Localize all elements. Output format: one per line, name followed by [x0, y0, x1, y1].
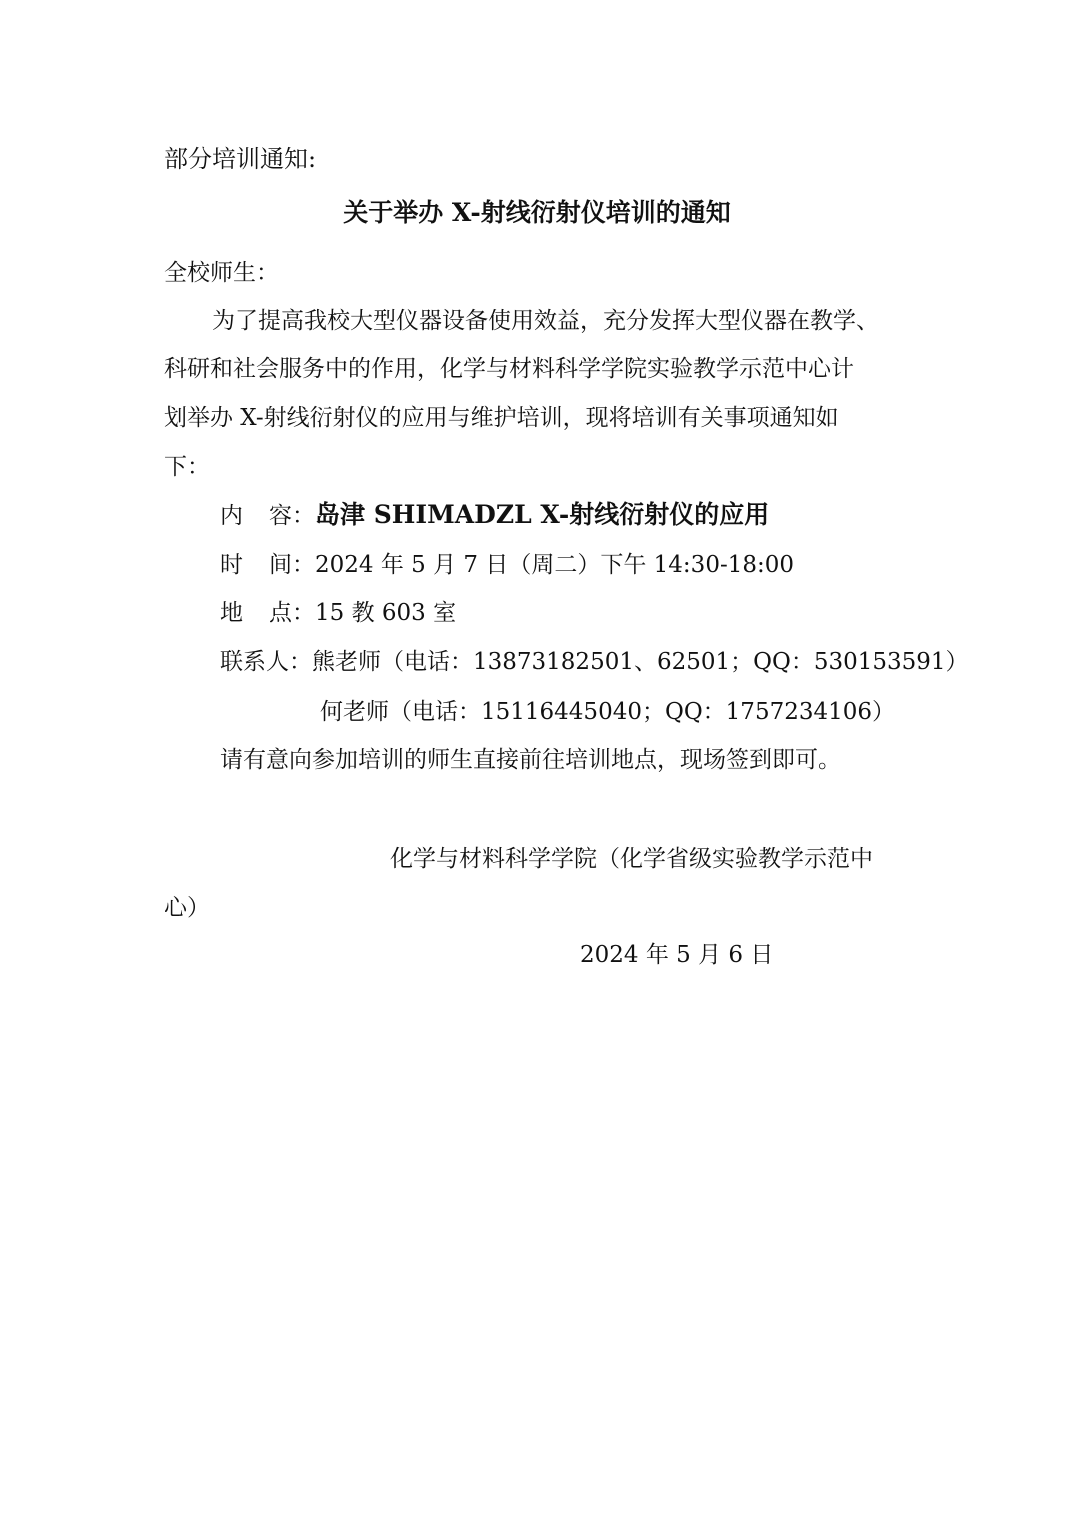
place-label-a: 地 — [220, 600, 243, 626]
issue-date: 2024 年 5 月 6 日 — [580, 942, 774, 968]
signature-line-2: 心） — [164, 895, 210, 921]
place-label-b: 点： — [269, 600, 315, 626]
contact-1-value: 熊老师（电话：13873182501、62501；QQ：530153591） — [312, 649, 969, 675]
body-line-1: 为了提高我校大型仪器设备使用效益，充分发挥大型仪器在教学、 — [212, 308, 879, 334]
field-contact-1 — [220, 647, 969, 677]
field-place — [220, 598, 456, 628]
content-label-b: 容： — [269, 503, 315, 529]
body-line-2: 科研和社会服务中的作用，化学与材料科学学院实验教学示范中心计 — [164, 356, 854, 382]
field-contact-2: 何老师（电话：15116445040；QQ：1757234106） — [320, 699, 896, 725]
field-content — [220, 500, 769, 531]
content-label-a: 内 — [220, 503, 243, 529]
time-value: 2024 年 5 月 7 日（周二）下午 14:30-18:00 — [315, 552, 795, 578]
content-value: 岛津 SHIMADZL X-射线衍射仪的应用 — [315, 500, 770, 529]
salutation: 全校师生： — [164, 260, 279, 286]
contact-label: 联系人： — [220, 649, 312, 675]
time-label-a: 时 — [220, 552, 243, 578]
body-line-3: 划举办 X-射线衍射仪的应用与维护培训，现将培训有关事项通知如 — [164, 405, 839, 431]
signature-line-1: 化学与材料科学学院（化学省级实验教学示范中 — [390, 846, 873, 872]
field-time — [220, 550, 794, 580]
heading-note: 部分培训通知: — [164, 145, 317, 173]
document-title: 关于举办 X-射线衍射仪培训的通知 — [343, 198, 731, 227]
body-line-4: 下： — [164, 454, 210, 480]
time-label-b: 间： — [269, 552, 315, 578]
place-value: 15 教 603 室 — [315, 600, 457, 626]
invite-text: 请有意向参加培训的师生直接前往培训地点，现场签到即可。 — [220, 747, 841, 773]
